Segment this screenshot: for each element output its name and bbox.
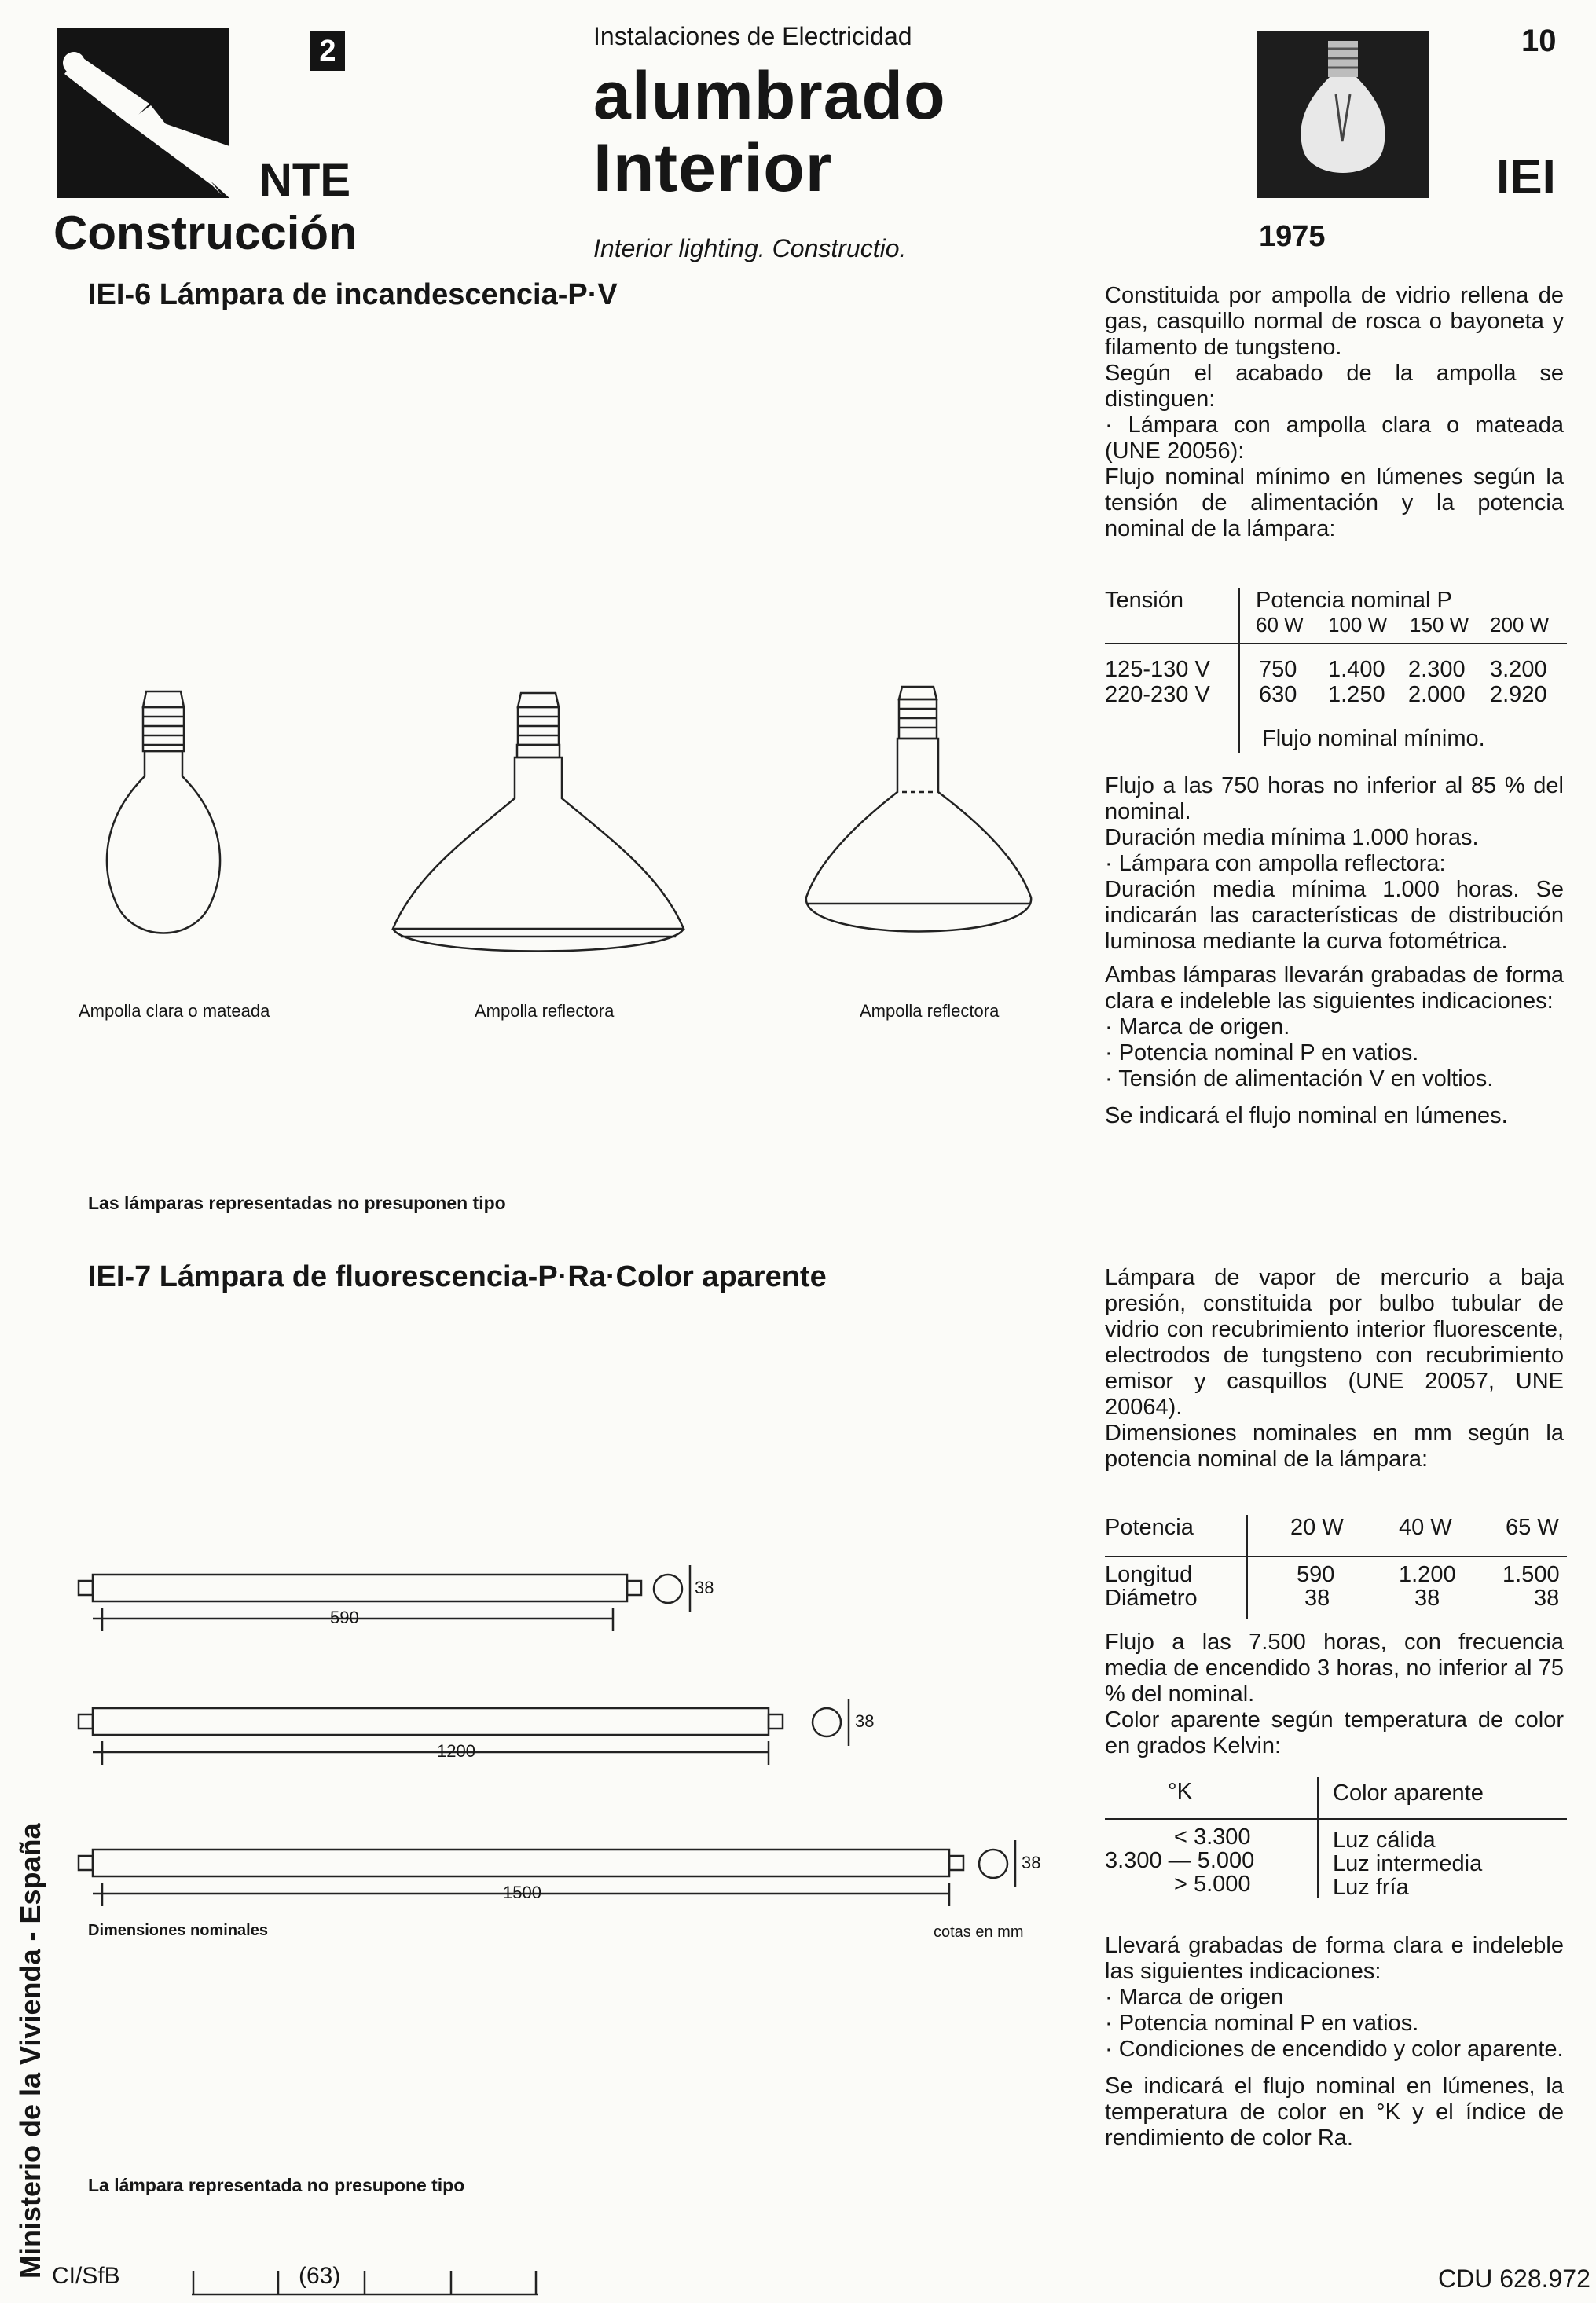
page-number: 10 [1521,24,1557,58]
cisfb-code: (63) [299,2263,341,2289]
color-table [1105,1773,1567,1898]
paragraph: Se indicará el flujo nominal en lúmenes, la temperatura de color en °K y el índice de rendimiento de color Ra. [1105,2074,1564,2151]
table1-power-200: 200 W [1490,613,1550,636]
table3-range: < 3.300 [1174,1824,1251,1850]
fluorescent-tubes-drawing [79,1556,1100,1949]
table2-cell: 1.200 [1399,1562,1456,1587]
table1-footer: Flujo nominal mínimo. [1262,726,1485,751]
table1-power-60: 60 W [1256,613,1304,636]
flux-table [1105,581,1567,754]
table1-cell: 750 [1259,657,1297,682]
table1-cell: 1.250 [1328,682,1385,707]
tube-2-length: 1200 [437,1741,475,1761]
paragraph: Según el acabado de la ampolla se distinguen: [1105,361,1564,412]
paragraph: Color aparente según temperatura de color en grados Kelvin: [1105,1707,1564,1758]
list-item: · Marca de origen [1105,1985,1284,2010]
section-6-note: Las lámparas representadas no presuponen tipo [88,1193,506,1213]
incandescent-lamps-drawing [63,676,1084,1006]
tube-1-length: 590 [330,1608,359,1627]
table3-color: Luz fría [1333,1875,1409,1900]
document-code: IEI [1496,150,1556,204]
fluorescent-details [1105,1630,1564,1759]
table1-cell: 1.400 [1328,657,1385,682]
paragraph: Dimensiones nominales en mm según la potencia nominal de la lámpara: [1105,1421,1564,1472]
units-label: cotas en mm [934,1923,1024,1941]
sheet-number: 2 [310,31,345,71]
table2-cell: 1.500 [1502,1562,1560,1587]
subtitle-english: Interior lighting. Constructio. [593,234,907,262]
table2-cell: 590 [1297,1562,1335,1587]
year: 1975 [1259,220,1326,253]
table3-color: Luz cálida [1333,1828,1436,1853]
paragraph: Se indicará el flujo nominal en lúmenes. [1105,1103,1508,1128]
table1-row-label: 125-130 V [1105,657,1210,682]
paragraph: Duración media mínima 1.000 horas. Se indicarán las características de distribución luminosa mediante la curva fotométrica. [1105,877,1564,954]
paragraph: Flujo a las 7.500 horas, con frecuencia media de encendido 3 horas, no inferior al 75 % del nominal. [1105,1630,1564,1707]
table2-power: 65 W [1506,1515,1559,1540]
clear-bulb-lamp [107,691,220,933]
paragraph: Lámpara de vapor de mercurio a baja presión, constituida por bulbo tubular de vidrio con recubrimiento interior fluorescente, electrodos de tungsteno con recubrimiento emisor y casquillos (UNE 20057, UNE 20064). [1105,1265,1564,1420]
title-line-2: Interior [593,130,833,206]
tube-65w [79,1840,1015,1906]
tube-20w [79,1565,690,1631]
table1-col-head: Tensión [1105,588,1183,613]
brand-nte: NTE [259,155,350,206]
dimensions-label: Dimensiones nominales [88,1922,268,1939]
tube-3-length: 1500 [503,1883,541,1902]
light-bulb-icon [1257,31,1429,198]
lamp-photo [1257,31,1429,198]
caption-clear-bulb: Ampolla clara o mateada [79,1001,270,1021]
section-7-title: IEI-7 Lámpara de fluorescencia-P·Ra·Color aparente [88,1260,827,1293]
table2-row-label: Diámetro [1105,1586,1198,1611]
tube-3-diameter: 38 [1022,1853,1041,1872]
table1-cell: 2.920 [1490,682,1547,707]
paragraph: Llevará grabadas de forma clara e indeleble las siguientes indicaciones: [1105,1933,1564,1984]
cisfb-label: CI/SfB [52,2263,120,2289]
paragraph: Flujo a las 750 horas no inferior al 85 % del nominal. [1105,773,1564,824]
table2-cell: 38 [1534,1586,1560,1611]
paragraph: · Lámpara con ampolla reflectora: [1105,851,1446,876]
reflector-lamp [806,687,1031,932]
table1-group-head: Potencia nominal P [1256,588,1452,613]
table2-cell: 38 [1414,1586,1440,1611]
table1-cell: 630 [1259,682,1297,707]
table1-cell: 2.000 [1408,682,1466,707]
list-item: · Tensión de alimentación V en voltios. [1105,1066,1494,1091]
table2-power: 20 W [1290,1515,1344,1540]
ministry-sidebar [5,1729,52,2294]
cisfb-boxes [192,2260,538,2299]
table1-row-label: 220-230 V [1105,682,1210,707]
fluorescent-description [1105,1265,1564,1472]
list-item: · Marca de origen. [1105,1014,1290,1040]
list-item: · Potencia nominal P en vatios. [1105,1040,1419,1065]
table2-power: 40 W [1399,1515,1452,1540]
brand-construccion: Construcción [53,207,358,259]
fluorescent-markings [1105,1933,1564,2151]
table3-range: 3.300 — 5.000 [1105,1848,1255,1873]
table3-range: > 5.000 [1174,1872,1251,1897]
table1-power-150: 150 W [1410,613,1469,636]
caption-reflector-wide: Ampolla reflectora [475,1001,615,1021]
tube-1-diameter: 38 [695,1578,714,1597]
table2-row-label: Longitud [1105,1562,1193,1587]
list-item: · Condiciones de encendido y color aparente. [1105,2037,1564,2062]
ministry-label: Ministerio de la Vivienda - España [14,1823,46,2279]
caption-reflector: Ampolla reflectora [860,1001,1000,1021]
paragraph: · Lámpara con ampolla clara o mateada (UNE 20056): [1105,413,1564,464]
paragraph: Constituida por ampolla de vidrio rellena de gas, casquillo normal de rosca o bayoneta y filamento de tungsteno. [1105,283,1564,360]
dimensions-table [1105,1509,1567,1619]
paragraph: Flujo nominal mínimo en lúmenes según la tensión de alimentación y la potencia nominal de la lámpara: [1105,464,1564,541]
title-line-1: alumbrado [593,58,946,134]
table1-power-100: 100 W [1328,613,1388,636]
table3-head-k: °K [1168,1779,1192,1804]
reflector-lamp-wide [393,693,684,952]
table1-cell: 2.300 [1408,657,1466,682]
table3-head-color: Color aparente [1333,1780,1484,1806]
table3-color: Luz intermedia [1333,1851,1483,1876]
trowel-icon [57,28,229,198]
section-7-note: La lámpara representada no presupone tipo [88,2175,465,2195]
tube-2-diameter: 38 [855,1711,875,1731]
incandescent-description [1105,283,1564,542]
table1-cell: 3.200 [1490,657,1547,682]
nte-logo [57,28,229,198]
section-6-title: IEI-6 Lámpara de incandescencia-P·V [88,278,618,311]
list-item: · Potencia nominal P en vatios. [1105,2011,1419,2036]
table2-head: Potencia [1105,1515,1194,1540]
paragraph: Ambas lámparas llevarán grabadas de forma clara e indeleble las siguientes indicaciones: [1105,963,1564,1014]
cdu-code: CDU 628.972 [1438,2264,1590,2293]
table2-cell: 38 [1304,1586,1330,1611]
series-title: Instalaciones de Electricidad [593,22,912,50]
incandescent-details [1105,773,1564,1129]
paragraph: Duración media mínima 1.000 horas. [1105,825,1479,850]
